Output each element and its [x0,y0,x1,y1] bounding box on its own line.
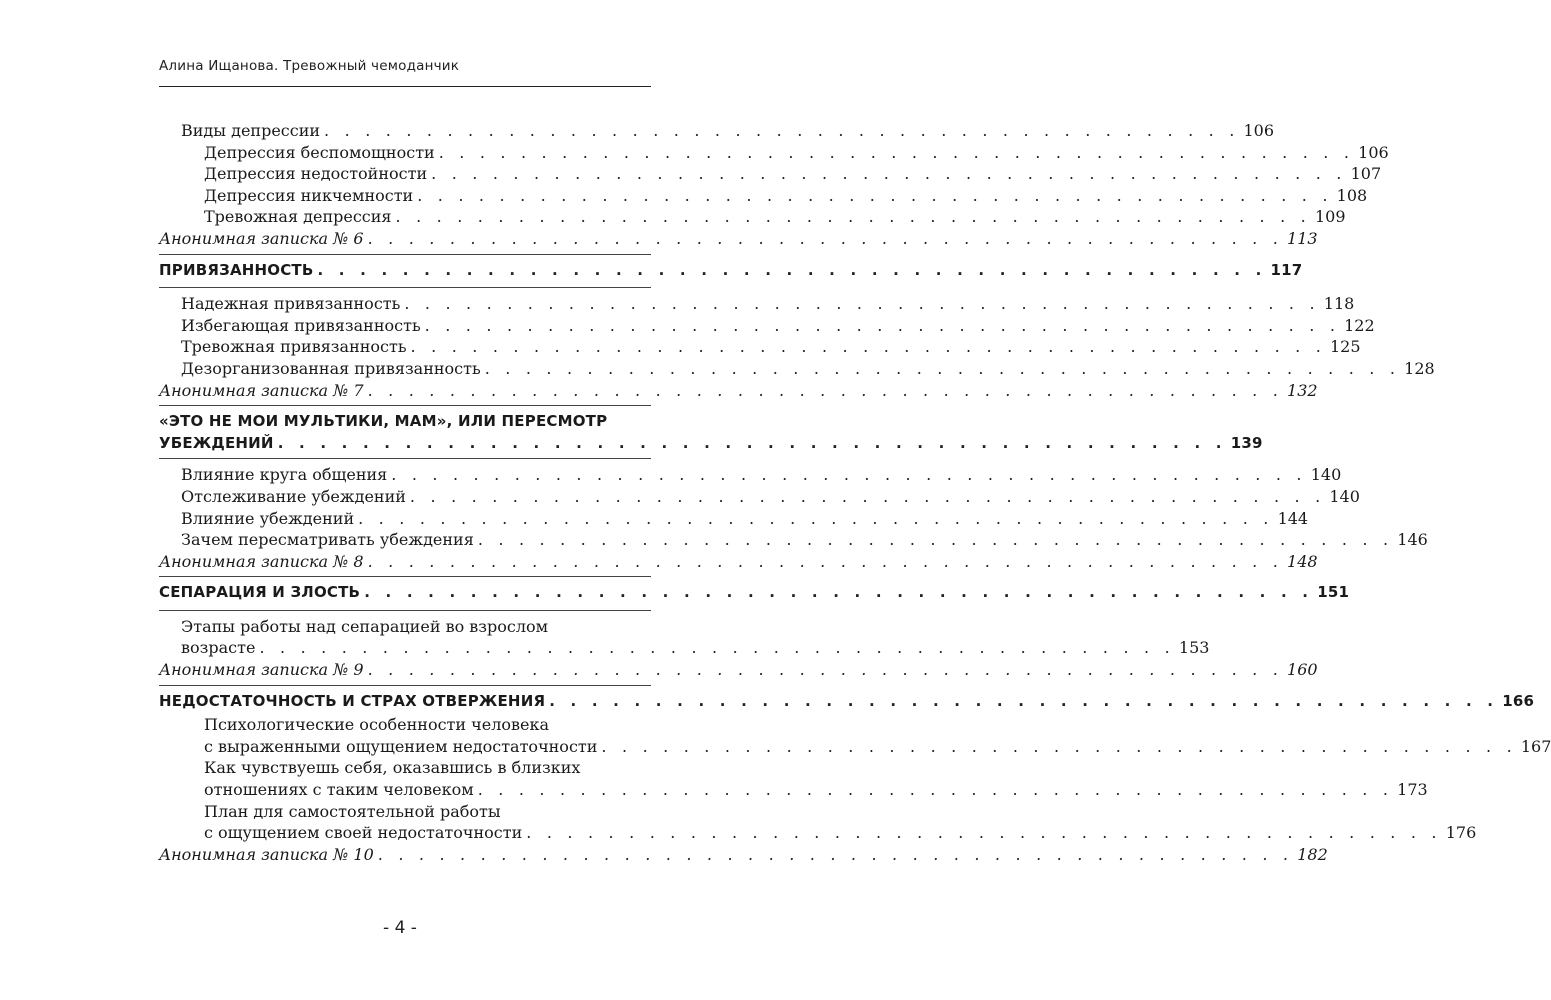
leader-dots: . . . . . . . . . . . . . . . . . . . . . . . . . . . . . . . . . . . . . . . . . . . . . [259,638,1175,658]
toc-entry-title: Депрессия недостойности [204,164,428,184]
toc-entry-title: отношениях с таким человеком [204,780,474,800]
toc-entry-title: Анонимная записка № 7 [159,380,364,400]
toc-entry[interactable] [159,822,1477,844]
toc-chapter-page: 166 [1502,691,1535,710]
toc-chapter-title: СЕПАРАЦИЯ И ЗЛОСТЬ [159,583,361,602]
toc-chapter-title: УБЕЖДЕНИЙ [159,433,274,452]
toc-chapter[interactable] [159,260,1303,282]
leader-dots: . . . . . . . . . . . . . . . . . . . . . . . . . . . . . . . . . . . . . . . . . . . . . [367,660,1284,680]
toc-entry-page: 122 [1344,315,1375,335]
toc-entry[interactable] [159,120,1275,142]
toc-entry-page: 109 [1314,207,1346,227]
leader-dots: . . . . . . . . . . . . . . . . . . . . . . . . . . . . . . . . . . . . . . . . . . . . . [364,583,1314,602]
toc-entry-title: Влияние убеждений [181,508,355,528]
toc-entry-page: 118 [1323,294,1355,314]
toc-entry[interactable] [159,464,1342,486]
header-rule [159,86,651,87]
toc-entry-page: 132 [1287,380,1318,400]
toc-section-separation [159,582,1350,611]
toc-entry-page: 182 [1297,844,1328,864]
leader-dots: . . . . . . . . . . . . . . . . . . . . . . . . . . . . . . . . . . . . . . . . . . . . . [324,121,1240,140]
toc-entry-page: 144 [1277,508,1309,528]
toc-entry[interactable] [159,779,1428,801]
toc-entry[interactable] [159,486,1360,508]
toc-entry-page: 173 [1397,780,1428,800]
toc-entry-title: Анонимная записка № 9 [159,660,364,680]
toc-entry-title: Анонимная записка № 6 [159,228,364,248]
toc-entry[interactable] [159,637,1210,659]
toc-entry-page: 140 [1310,465,1342,485]
toc-entry-title: Надежная привязанность [181,294,401,314]
toc-entry-page: 106 [1358,142,1389,162]
leader-dots: . . . . . . . . . . . . . . . . . . . . . . . . . . . . . . . . . . . . . . . . . . . . . [367,228,1284,248]
toc-section-attachment-entries [159,293,1435,406]
toc-entry-title: Депрессия беспомощности [204,142,435,162]
toc-chapter-title: ПРИВЯЗАННОСТЬ [159,260,314,279]
leader-dots: . . . . . . . . . . . . . . . . . . . . . . . . . . . . . . . . . . . . . . . . . . . . . [377,844,1294,864]
leader-dots: . . . . . . . . . . . . . . . . . . . . . . . . . . . . . . . . . . . . . . . . . . . . . [404,294,1320,314]
toc-entry-title: Депрессия никчемности [204,185,414,205]
toc-entry-title-line[interactable]: План для самостоятельной работы [204,801,501,821]
toc-entry[interactable] [159,736,1551,758]
toc-entry[interactable] [159,508,1309,530]
toc-entry-title: Избегающая привязанность [181,315,421,335]
toc-entry-note[interactable] [159,380,1318,402]
leader-dots: . . . . . . . . . . . . . . . . . . . . . . . . . . . . . . . . . . . . . . . . . . . . . [484,358,1401,378]
toc-chapter-title-line[interactable]: «ЭТО НЕ МОИ МУЛЬТИКИ, МАМ», ИЛИ ПЕРЕСМОТР [159,412,608,431]
toc-entry-title: Анонимная записка № 8 [159,551,364,571]
toc-entry-page: 125 [1330,337,1361,357]
toc-entry-page: 140 [1329,486,1360,506]
leader-dots: . . . . . . . . . . . . . . . . . . . . . . . . . . . . . . . . . . . . . . . . . . . . . [549,691,1499,710]
leader-dots: . . . . . . . . . . . . . . . . . . . . . . . . . . . . . . . . . . . . . . . . . . . . . [409,486,1326,506]
toc-entry-title: Виды депрессии [181,121,321,140]
toc-entry-page: 108 [1336,185,1368,205]
toc-entry-title: Анонимная записка № 10 [159,844,374,864]
leader-dots: . . . . . . . . . . . . . . . . . . . . . . . . . . . . . . . . . . . . . . . . . . . . . [391,465,1307,485]
leader-dots: . . . . . . . . . . . . . . . . . . . . . . . . . . . . . . . . . . . . . . . . . . . . . [410,337,1326,357]
toc-entry-title: Влияние круга общения [181,465,388,485]
toc-section-beliefs-entries [159,464,1428,577]
toc-entry-title: Тревожная привязанность [181,337,407,357]
leader-dots: . . . . . . . . . . . . . . . . . . . . . . . . . . . . . . . . . . . . . . . . . . . . . [317,260,1267,279]
toc-entry-title: с ощущением своей недостаточности [204,823,523,843]
toc-chapter[interactable] [159,691,1535,713]
toc-entry-page: 106 [1243,121,1275,140]
toc-entry-title-line[interactable]: Этапы работы над сепарацией во взрослом [181,616,549,636]
toc-section-beliefs [159,411,1263,459]
table-of-contents [159,120,1551,874]
leader-dots: . . . . . . . . . . . . . . . . . . . . . . . . . . . . . . . . . . . . . . . . . . . . . [395,207,1311,227]
leader-dots: . . . . . . . . . . . . . . . . . . . . . . . . . . . . . . . . . . . . . . . . . . . . . [358,508,1274,528]
toc-entry-page: 128 [1404,358,1435,378]
leader-dots: . . . . . . . . . . . . . . . . . . . . . . . . . . . . . . . . . . . . . . . . . . . . . [424,315,1341,335]
toc-section-separation-entries [159,616,1318,686]
toc-chapter-page: 139 [1230,433,1263,452]
toc-chapter[interactable] [159,433,1263,455]
toc-entry[interactable] [159,336,1361,358]
toc-chapter-title: НЕДОСТАТОЧНОСТЬ И СТРАХ ОТВЕРЖЕНИЯ [159,691,546,710]
toc-entry-page: 148 [1287,551,1318,571]
toc-entry-title: Отслеживание убеждений [181,486,406,506]
toc-entry-title: Дезорганизованная привязанность [181,358,481,378]
leader-dots: . . . . . . . . . . . . . . . . . . . . . . . . . . . . . . . . . . . . . . . . . . . . . [367,380,1284,400]
toc-chapter-page: 117 [1270,260,1303,279]
toc-entry-page: 167 [1520,736,1551,756]
leader-dots: . . . . . . . . . . . . . . . . . . . . . . . . . . . . . . . . . . . . . . . . . . . . . [367,551,1284,571]
leader-dots: . . . . . . . . . . . . . . . . . . . . . . . . . . . . . . . . . . . . . . . . . . . . . [417,185,1333,205]
toc-section-depression [159,120,1389,255]
toc-section-insufficiency [159,691,1551,870]
page-number: - 4 - [383,918,417,938]
toc-entry-note[interactable] [159,551,1318,573]
toc-entry[interactable] [159,142,1389,164]
toc-entry[interactable] [159,206,1346,228]
toc-entry[interactable] [159,315,1375,337]
toc-entry-title-line[interactable]: Психологические особенности человека [204,715,550,735]
running-header: Алина Ищанова. Тревожный чемоданчик [159,58,460,74]
toc-entry-title: возрасте [181,638,256,658]
toc-entry-page: 113 [1287,228,1318,248]
toc-entry[interactable] [159,358,1435,380]
toc-entry-note[interactable] [159,228,1318,250]
toc-entry-page: 176 [1445,823,1477,843]
toc-entry-page: 146 [1397,530,1428,550]
leader-dots: . . . . . . . . . . . . . . . . . . . . . . . . . . . . . . . . . . . . . . . . . . . . . [477,780,1394,800]
leader-dots: . . . . . . . . . . . . . . . . . . . . . . . . . . . . . . . . . . . . . . . . . . . . . [431,164,1347,184]
toc-entry-page: 153 [1178,638,1210,658]
leader-dots: . . . . . . . . . . . . . . . . . . . . . . . . . . . . . . . . . . . . . . . . . . . . . [526,823,1442,843]
leader-dots: . . . . . . . . . . . . . . . . . . . . . . . . . . . . . . . . . . . . . . . . . . . . . [477,530,1394,550]
toc-entry-title-line[interactable]: Как чувствуешь себя, оказавшись в близких [204,758,581,778]
toc-entry-title: Тревожная депрессия [204,207,392,227]
toc-entry-page: 160 [1287,660,1318,680]
toc-section-attachment [159,260,1303,289]
leader-dots: . . . . . . . . . . . . . . . . . . . . . . . . . . . . . . . . . . . . . . . . . . . . . [438,142,1355,162]
toc-chapter-page: 151 [1317,583,1350,602]
toc-entry-note[interactable] [159,844,1328,866]
toc-entry-title: Зачем пересматривать убеждения [181,530,474,550]
toc-entry-page: 107 [1350,164,1382,184]
leader-dots: . . . . . . . . . . . . . . . . . . . . . . . . . . . . . . . . . . . . . . . . . . . . . [601,736,1517,756]
toc-entry[interactable] [159,163,1382,185]
toc-entry-note[interactable] [159,659,1318,681]
toc-entry[interactable] [159,293,1355,315]
toc-entry[interactable] [159,529,1428,551]
toc-entry-title: с выраженными ощущением недостаточности [204,736,598,756]
toc-chapter[interactable] [159,582,1350,604]
toc-entry[interactable] [159,185,1368,207]
leader-dots: . . . . . . . . . . . . . . . . . . . . . . . . . . . . . . . . . . . . . . . . . . . . . [277,433,1227,452]
